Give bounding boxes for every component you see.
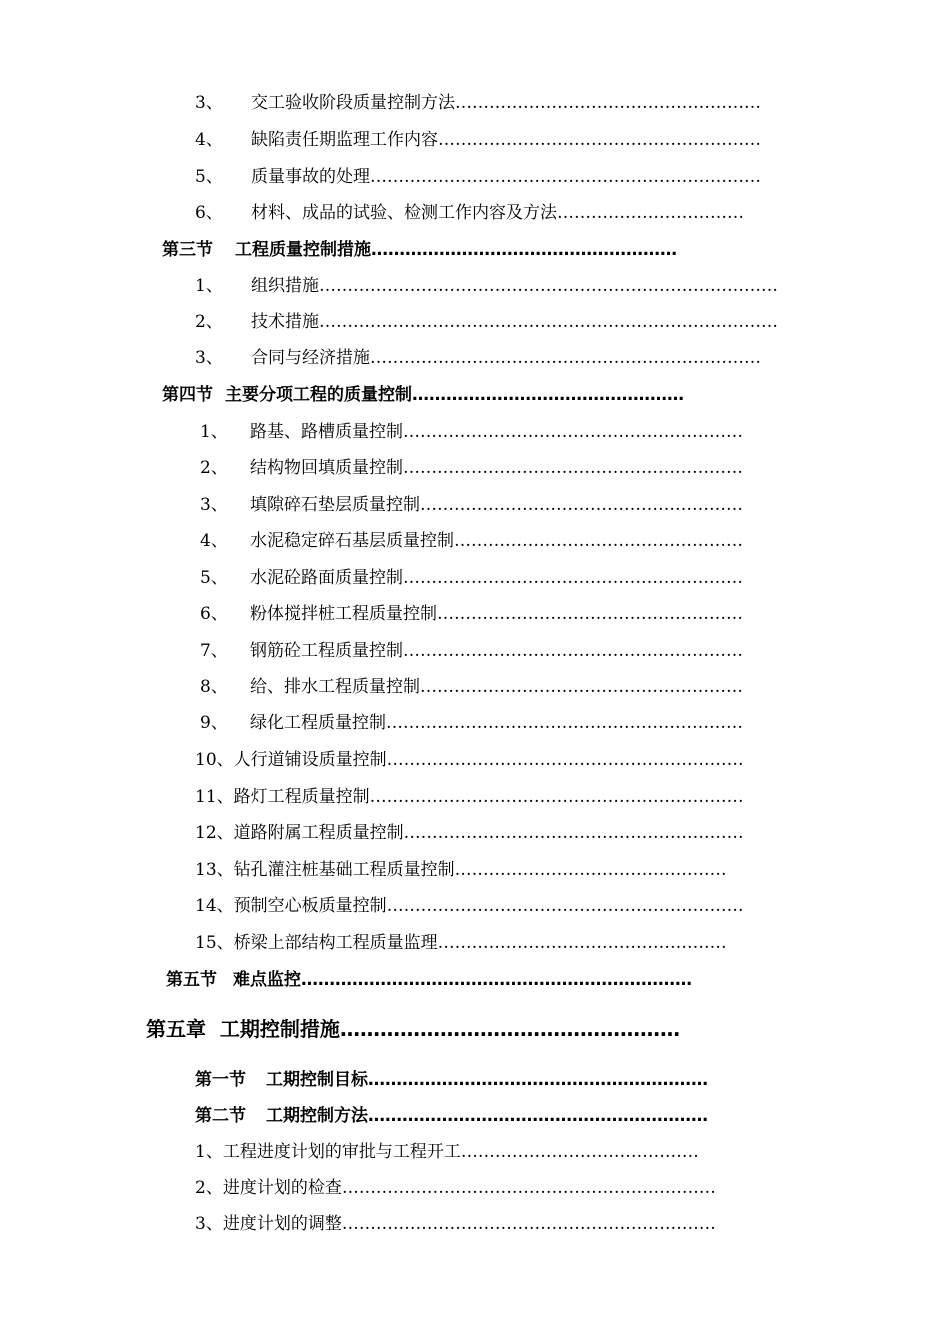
toc-leader-dots: ……………………………………………………	[403, 458, 743, 478]
toc-item-text: 3、进度计划的调整	[195, 1214, 342, 1234]
toc-section-title: 工期控制方法	[266, 1106, 368, 1126]
toc-item-text: 15、桥梁上部结构工程质量监理	[195, 933, 438, 953]
toc-item[interactable]	[195, 92, 761, 114]
toc-item-text: 1、工程进度计划的审批与工程开工	[195, 1142, 461, 1162]
toc-leader-dots: ……………………………………………………	[368, 1106, 708, 1126]
toc-leader-dots: ……………………………	[557, 203, 744, 223]
toc-chapter-heading[interactable]	[146, 1016, 680, 1042]
toc-section-label: 第五节	[166, 970, 217, 990]
toc-leader-dots: ………………………………………………	[371, 240, 677, 260]
toc-leader-dots: …………………………………………………………	[341, 1214, 716, 1234]
toc-item-number: 4、	[200, 531, 228, 551]
toc-item-text: 填隙碎石垫层质量控制	[250, 495, 420, 515]
toc-leader-dots: ………………………………………………………………………	[319, 276, 778, 296]
toc-item[interactable]	[195, 859, 727, 881]
toc-item[interactable]	[195, 311, 778, 333]
toc-leader-dots: …………………………………………	[454, 860, 727, 880]
toc-item[interactable]	[200, 530, 743, 552]
toc-item[interactable]	[195, 1177, 716, 1199]
toc-item[interactable]	[195, 895, 744, 917]
toc-leader-dots: …………………………………………………	[438, 130, 761, 150]
toc-item[interactable]	[195, 202, 744, 224]
toc-item-text: 材料、成品的试验、检测工作内容及方法	[251, 203, 557, 223]
toc-leader-dots: …………………………………………	[412, 385, 684, 405]
toc-item-number: 1、	[200, 422, 228, 442]
toc-item[interactable]	[195, 1213, 716, 1235]
toc-item-text: 绿化工程质量控制	[250, 713, 386, 733]
toc-item-text: 缺陷责任期监理工作内容	[251, 130, 438, 150]
toc-item[interactable]	[195, 129, 761, 151]
toc-section-heading[interactable]	[195, 1105, 708, 1127]
toc-item-number: 8、	[200, 677, 228, 697]
toc-section-label: 第三节	[162, 240, 213, 260]
toc-item-text: 14、预制空心板质量控制	[195, 896, 387, 916]
toc-leader-dots: ……………………………………………	[339, 1017, 680, 1041]
toc-item[interactable]	[195, 347, 761, 369]
toc-item-number: 2、	[195, 312, 223, 332]
toc-item[interactable]	[200, 421, 743, 443]
toc-item-text: 质量事故的处理	[251, 167, 370, 187]
toc-item[interactable]	[195, 786, 744, 808]
toc-item-text: 给、排水工程质量控制	[250, 677, 420, 697]
toc-item[interactable]	[200, 603, 743, 625]
toc-leader-dots: ………………………………………………………	[386, 750, 744, 770]
toc-item-text: 交工验收阶段质量控制方法	[251, 93, 455, 113]
toc-item-text: 合同与经济措施	[251, 348, 370, 368]
toc-item-text: 组织措施	[251, 276, 319, 296]
toc-leader-dots: ……………………………………………………	[403, 823, 744, 843]
toc-item-text: 技术措施	[251, 312, 319, 332]
toc-leader-dots: ………………………………………………	[437, 604, 743, 624]
toc-item[interactable]	[200, 457, 743, 479]
toc-item[interactable]	[195, 822, 744, 844]
toc-section-label: 第二节	[195, 1106, 246, 1126]
toc-leader-dots: ……………………………………………	[437, 933, 727, 953]
toc-item-text: 10、人行道铺设质量控制	[195, 750, 387, 770]
toc-section-title: 工程质量控制措施	[235, 240, 371, 260]
toc-item[interactable]	[195, 1141, 699, 1163]
toc-item-text: 13、钻孔灌注桩基础工程质量控制	[195, 860, 455, 880]
toc-leader-dots: ……………………………………………………………	[370, 167, 761, 187]
toc-item-number: 6、	[200, 604, 228, 624]
toc-item[interactable]	[195, 749, 744, 771]
toc-item-number: 9、	[200, 713, 228, 733]
toc-item[interactable]	[200, 494, 743, 516]
toc-item[interactable]	[195, 932, 727, 954]
toc-section-heading[interactable]	[166, 969, 692, 991]
toc-chapter-title: 第五章 工期控制措施	[146, 1017, 340, 1041]
toc-item-text: 水泥砼路面质量控制	[250, 568, 403, 588]
toc-item-text: 11、路灯工程质量控制	[195, 787, 370, 807]
toc-item-number: 3、	[195, 348, 223, 368]
toc-leader-dots: ………………………………………………	[455, 93, 761, 113]
toc-leader-dots: …………………………………………………………	[341, 1178, 716, 1198]
toc-item-text: 12、道路附属工程质量控制	[195, 823, 404, 843]
toc-leader-dots: ……………………………………………………………	[370, 348, 761, 368]
toc-section-title: 难点监控	[233, 970, 301, 990]
toc-item-number: 2、	[200, 458, 228, 478]
toc-leader-dots: ……………………………………………………………	[301, 970, 692, 990]
toc-section-label: 第一节	[195, 1070, 246, 1090]
toc-item[interactable]	[200, 712, 743, 734]
toc-item-text: 水泥稳定碎石基层质量控制	[250, 531, 454, 551]
toc-item[interactable]	[200, 567, 743, 589]
toc-item-text: 路基、路槽质量控制	[250, 422, 403, 442]
toc-item-number: 7、	[200, 641, 228, 661]
toc-leader-dots: ………………………………………………………	[386, 713, 743, 733]
toc-item-text: 钢筋砼工程质量控制	[250, 641, 403, 661]
toc-item[interactable]	[200, 676, 743, 698]
toc-item[interactable]	[195, 275, 778, 297]
toc-leader-dots: ……………………………………	[460, 1142, 699, 1162]
toc-section-title: 主要分项工程的质量控制	[225, 385, 412, 405]
toc-item-text: 结构物回填质量控制	[250, 458, 403, 478]
toc-section-heading[interactable]	[195, 1069, 708, 1091]
toc-leader-dots: ……………………………………………………	[403, 641, 743, 661]
toc-item-number: 3、	[200, 495, 228, 515]
toc-leader-dots: …………………………………………………	[420, 495, 743, 515]
toc-leader-dots: ……………………………………………………	[403, 422, 743, 442]
toc-item[interactable]	[195, 166, 761, 188]
toc-item-number: 5、	[195, 167, 223, 187]
toc-leader-dots: …………………………………………………………	[369, 787, 744, 807]
toc-leader-dots: ………………………………………………………	[386, 896, 744, 916]
toc-section-title: 工期控制目标	[266, 1070, 368, 1090]
toc-leader-dots: ……………………………………………………	[368, 1070, 708, 1090]
toc-item-number: 6、	[195, 203, 223, 223]
toc-section-label: 第四节	[162, 385, 213, 405]
toc-leader-dots: ………………………………………………………………………	[319, 312, 778, 332]
toc-item[interactable]	[200, 640, 743, 662]
toc-leader-dots: ……………………………………………	[454, 531, 743, 551]
toc-item-number: 1、	[195, 276, 223, 296]
toc-leader-dots: ……………………………………………………	[403, 568, 743, 588]
toc-item-text: 2、进度计划的检查	[195, 1178, 342, 1198]
toc-item-number: 5、	[200, 568, 228, 588]
toc-leader-dots: …………………………………………………	[420, 677, 743, 697]
toc-item-text: 粉体搅拌桩工程质量控制	[250, 604, 437, 624]
toc-section-heading[interactable]	[162, 384, 684, 406]
toc-section-heading[interactable]	[162, 239, 677, 261]
toc-item-number: 4、	[195, 130, 223, 150]
toc-item-number: 3、	[195, 93, 223, 113]
